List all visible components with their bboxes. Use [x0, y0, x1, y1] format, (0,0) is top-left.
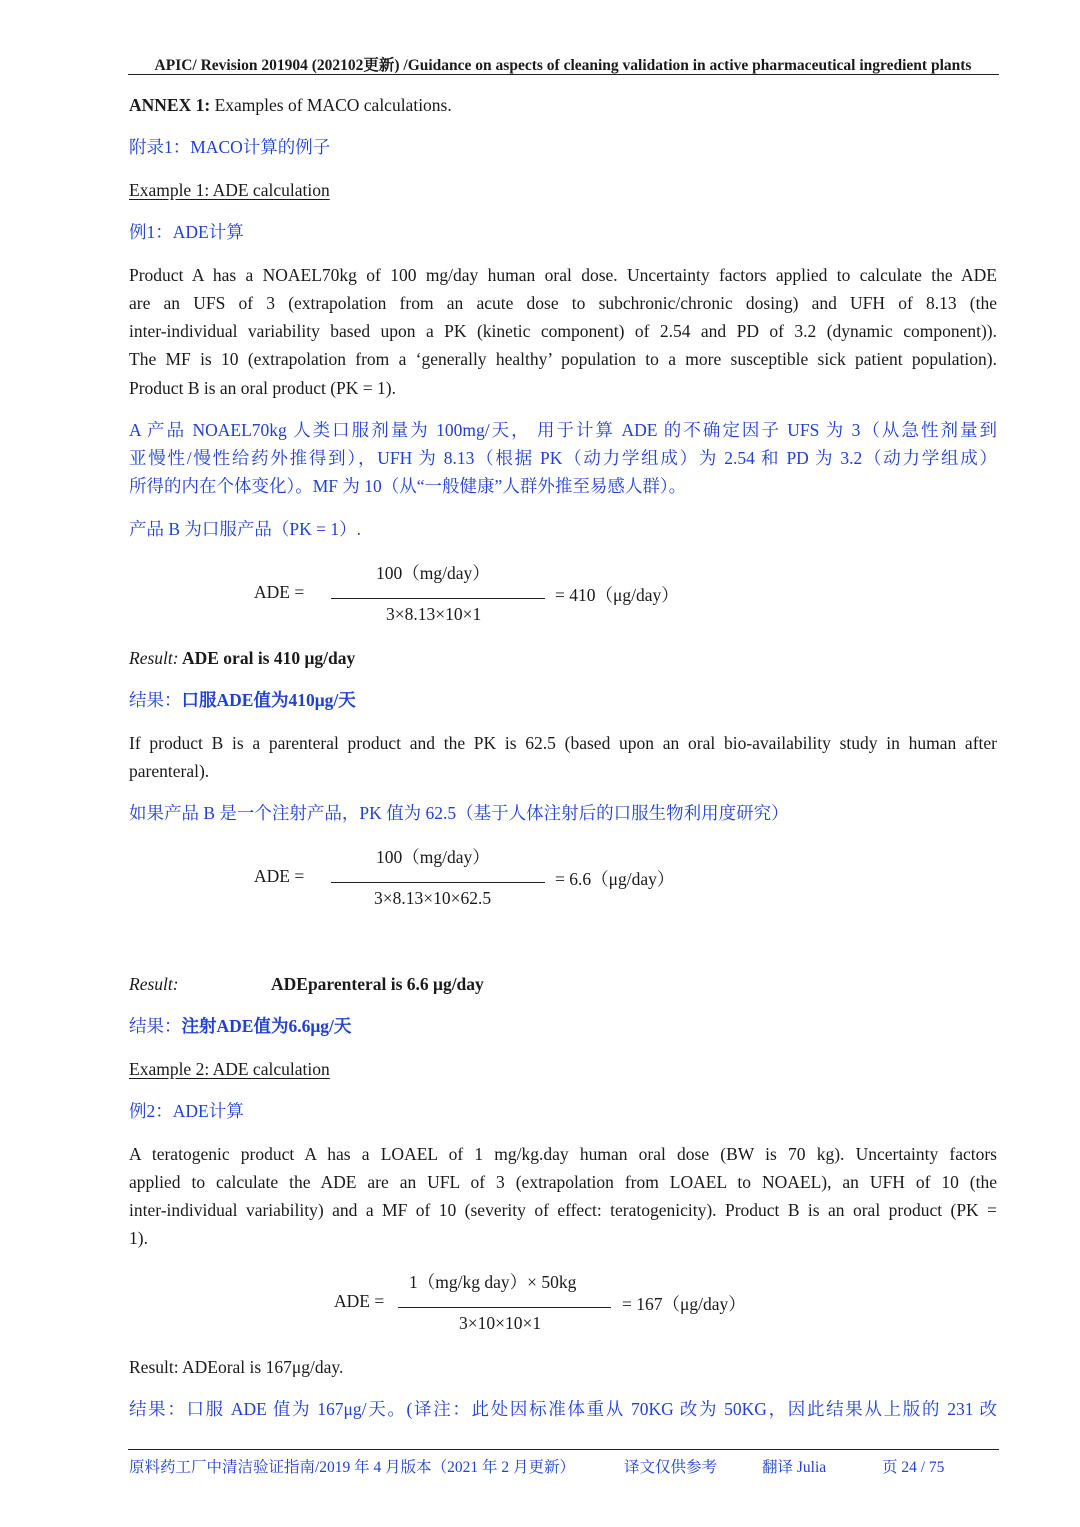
- example2-para-line: 1).: [129, 1228, 148, 1248]
- example1-zh-line: 所得的内在个体变化）。MF 为 10（从“一般健康”人群外推至易感人群）。: [129, 476, 687, 496]
- footer-note: 译文仅供参考: [624, 1459, 718, 1476]
- example1-zh-line: 亚慢性/慢性给药外推得到），UFH 为 8.13（根据 PK（动力学组成）为 2.54 和 PD 为 3.2（动力学组成）: [129, 448, 997, 468]
- example1-heading: [129, 176, 997, 204]
- formula2-fraction-bar: [331, 882, 545, 883]
- formula2-rhs: = 6.6（μg/day）: [555, 869, 675, 889]
- formula1-fraction-bar: [331, 598, 545, 599]
- footer-translator: 翻译 Julia: [762, 1459, 827, 1476]
- formula3-numerator: 1（mg/kg day）× 50kg: [409, 1272, 577, 1292]
- result2-text: ADEparenteral is 6.6 μg/day: [271, 974, 484, 994]
- annex-label: ANNEX 1:: [129, 95, 211, 115]
- formula2-numerator: 100（mg/day）: [376, 847, 490, 867]
- example1-heading-zh: 例1：ADE计算: [129, 222, 244, 242]
- result-label: Result:: [129, 648, 179, 668]
- formula1-numerator: 100（mg/day）: [376, 563, 490, 583]
- running-header: APIC/ Revision 201904 (202102更新) /Guidance on aspects of cleaning validation in active pharmaceutical ingredient plants: [154, 57, 972, 74]
- example2-heading-zh: 例2：ADE计算: [129, 1101, 244, 1121]
- result-zh-text: 口服ADE值为410μg/天: [181, 690, 356, 710]
- footer-doc: 原料药工厂中清洁验证指南/2019 年 4 月版本（2021 年 2 月更新）: [129, 1459, 576, 1476]
- example2-heading-text: Example 2: ADE calculation: [129, 1059, 330, 1079]
- formula1-rhs: = 410（μg/day）: [555, 585, 679, 605]
- parenteral-line: If product B is a parenteral product and the PK is 62.5 (based upon an oral bio-availability study in human after: [129, 733, 997, 753]
- example1-zh-productB: 产品 B 为口服产品（PK = 1）.: [129, 519, 362, 539]
- formula1-denominator: 3×8.13×10×1: [386, 604, 482, 624]
- example1-para-line: inter-individual variability based upon a PK (kinetic component) of 2.54 and PD of 3.2 (dynamic component)).: [129, 321, 997, 341]
- example1-result: [129, 644, 997, 672]
- formula1-lhs: ADE =: [254, 582, 305, 602]
- annex-title-text: Examples of MACO calculations.: [210, 95, 452, 115]
- example1-heading-text: Example 1: ADE calculation: [129, 180, 330, 200]
- example2-heading: [129, 1055, 997, 1083]
- result2-zh-text: 注射ADE值为6.6μg/天: [181, 1016, 352, 1036]
- annex-title: [129, 91, 997, 119]
- result2-label: Result:: [129, 974, 179, 994]
- example1-result2-zh: [129, 1012, 997, 1040]
- example1-para-line: Product B is an oral product (PK = 1).: [129, 378, 396, 398]
- example1-para-line: Product A has a NOAEL70kg of 100 mg/day human oral dose. Uncertainty factors applied to calculate the ADE: [129, 265, 997, 285]
- formula2-lhs: ADE =: [254, 866, 305, 886]
- example2-result: Result: ADEoral is 167μg/day.: [129, 1357, 344, 1377]
- example1-zh-line: A 产品 NOAEL70kg 人类口服剂量为 100mg/天， 用于计算 ADE 的不确定因子 UFS 为 3（从急性剂量到: [129, 420, 997, 440]
- example1-para-line: are an UFS of 3 (extrapolation from an acute dose to subchronic/chronic dosing) and UFH of 8.13 (the: [129, 293, 997, 313]
- result-text: ADE oral is 410 μg/day: [178, 648, 356, 668]
- formula2-denominator: 3×8.13×10×62.5: [374, 888, 492, 908]
- formula3-fraction-bar: [398, 1307, 611, 1308]
- header-rule: [128, 74, 999, 75]
- example1-result-zh: [129, 686, 997, 714]
- example2-result-zh: 结果：口服 ADE 值为 167μg/天。(译注：此处因标准体重从 70KG 改为 50KG，因此结果从上版的 231 改: [129, 1399, 997, 1419]
- example1-para-line: The MF is 10 (extrapolation from a ‘generally healthy’ population to a more susceptible sick patient population).: [129, 349, 997, 369]
- footer-rule: [128, 1449, 999, 1450]
- result2-zh-label: 结果：: [129, 1016, 182, 1036]
- formula3-denominator: 3×10×10×1: [459, 1313, 542, 1333]
- example1-result2: [129, 970, 997, 998]
- example2-para-line: inter-individual variability) and a MF of 10 (severity of effect: teratogenicity). Product B is an oral product (PK =: [129, 1200, 997, 1220]
- parenteral-line: parenteral).: [129, 761, 210, 781]
- formula3-rhs: = 167（μg/day）: [622, 1294, 746, 1314]
- example2-para-line: A teratogenic product A has a LOAEL of 1 mg/kg.day human oral dose (BW is 70 kg). Uncertainty factors: [129, 1144, 997, 1164]
- parenteral-zh: 如果产品 B 是一个注射产品，PK 值为 62.5（基于人体注射后的口服生物利用度研究）: [129, 803, 789, 823]
- footer-page-number: 页 24 / 75: [882, 1459, 945, 1476]
- formula3-lhs: ADE =: [334, 1291, 385, 1311]
- result-zh-label: 结果：: [129, 690, 182, 710]
- annex-title-zh: 附录1：MACO计算的例子: [129, 137, 331, 157]
- example2-para-line: applied to calculate the ADE are an UFL of 3 (extrapolation from LOAEL to NOAEL), an UFH of 10 (the: [129, 1172, 997, 1192]
